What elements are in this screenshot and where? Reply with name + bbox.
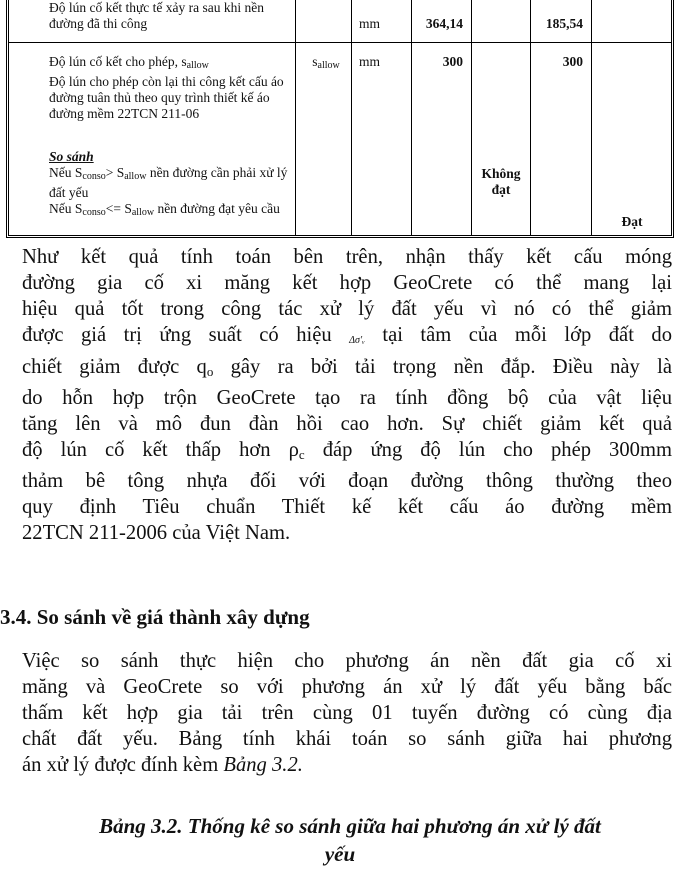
row1-unit: mm bbox=[359, 16, 381, 31]
l5-post: gây ra bởi tải trọng nền đắp. Điều này là bbox=[213, 356, 672, 378]
cond2-post: nền đường đạt yêu cầu bbox=[154, 201, 280, 216]
section-heading: 3.4. So sánh về giá thành xây dựng bbox=[0, 605, 310, 629]
table-caption bbox=[0, 812, 680, 868]
row2-label-sub: allow bbox=[186, 60, 209, 71]
table-col-divider bbox=[295, 0, 296, 235]
cond1-post: nền đường cần phải xử lý đất yếu bbox=[49, 165, 288, 200]
l8-sub: c bbox=[298, 447, 305, 462]
stress-symbol: Δσ'ᵥ bbox=[349, 335, 365, 346]
cond1-pre: Nếu S bbox=[49, 165, 83, 180]
cond1-sub1: conso bbox=[82, 171, 106, 182]
row1-value-b: 185,54 bbox=[545, 16, 583, 31]
l8-post: đáp ứng độ lún cho phép 300mm bbox=[304, 439, 672, 461]
row2-value-b: 300 bbox=[562, 54, 583, 69]
para1-line: thảm bê tông nhựa đối với đoạn đường thông thường theo bbox=[22, 470, 672, 492]
para1-line: hiệu quả tốt trong công tác xử lý đất yếu vì nó có thể giảm bbox=[22, 298, 672, 320]
para1-line: quy định Tiêu chuẩn Thiết kế kết cấu áo đường mềm bbox=[22, 496, 672, 518]
para2-line: chất đất yếu. Bảng tính khái toán so sánh giữa hai phương bbox=[22, 728, 672, 750]
row3-heading: So sánh bbox=[49, 149, 94, 164]
para1-line: đường gia cố xi măng kết hợp GeoCrete có thể mang lại bbox=[22, 272, 672, 294]
table-col-divider bbox=[591, 0, 592, 235]
row2-symbol-s: s bbox=[312, 54, 318, 69]
row2-symbol bbox=[303, 54, 349, 74]
para2-line bbox=[22, 752, 672, 778]
row3-comparison bbox=[49, 149, 293, 221]
row2-label-note: Độ lún cho phép còn lại thi công kết cấu áo đường tuân thủ theo quy trình thiết kế áo đường mềm 22TCN 211-06 bbox=[49, 74, 284, 121]
para2-line: thấm kết hợp gia tải trên cùng 01 tuyến đường có cùng địa bbox=[22, 702, 672, 724]
row2-unit: mm bbox=[359, 54, 381, 69]
table-col-divider bbox=[530, 0, 531, 235]
cond1-mid: > S bbox=[105, 165, 125, 180]
comparison-table-fragment bbox=[6, 0, 674, 238]
table-col-divider bbox=[471, 0, 472, 235]
para1-line bbox=[22, 437, 672, 468]
row2-value-a: 300 bbox=[442, 54, 463, 69]
para1-line: do hỗn hợp trộn GeoCrete tạo ra tính đồng bộ của vật liệu bbox=[22, 387, 672, 409]
l4-post: tại tâm của mỗi lớp đất do bbox=[382, 324, 672, 346]
para1-line bbox=[22, 322, 672, 354]
para2-line: măng và GeoCrete so với phương án xử lý đất yếu bằng bấc bbox=[22, 676, 672, 698]
l5-sub: o bbox=[206, 364, 214, 379]
row3-result-a: Không đạt bbox=[481, 166, 521, 197]
cond2-pre: Nếu S bbox=[49, 201, 83, 216]
l5-pre: chiết giảm được q bbox=[22, 356, 207, 378]
para1-line: 22TCN 211-2006 của Việt Nam. bbox=[22, 522, 291, 544]
row1-label: Độ lún cố kết thực tế xảy ra sau khi nền đường đã thi công bbox=[49, 0, 265, 31]
row3-cond2 bbox=[49, 201, 280, 216]
row3-result-b: Đạt bbox=[621, 214, 643, 229]
row2-label bbox=[49, 54, 293, 122]
table-reference: Bảng 3.2. bbox=[223, 754, 303, 776]
para1-line: Như kết quả tính toán bên trên, nhận thấy kết cấu móng bbox=[22, 246, 672, 268]
cond2-mid: <= S bbox=[105, 201, 132, 216]
comparison-paragraph bbox=[22, 648, 672, 778]
para2-line: Việc so sánh thực hiện cho phương án nền đất gia cố xi bbox=[22, 650, 672, 672]
row3-cond1 bbox=[49, 165, 287, 200]
cond2-sub1: conso bbox=[82, 207, 106, 218]
l8-pre: độ lún cố kết thấp hơn ρ bbox=[22, 439, 299, 461]
caption-line2: yếu bbox=[324, 842, 356, 866]
row1-value-a: 364,14 bbox=[425, 16, 463, 31]
table-row-divider bbox=[9, 42, 671, 43]
para1-line bbox=[22, 354, 672, 385]
analysis-paragraph bbox=[22, 244, 672, 546]
l4-pre: được giá trị ứng suất có hiệu bbox=[22, 324, 332, 346]
row2-label-main: Độ lún cố kết cho phép, s bbox=[49, 54, 187, 69]
l5-pre: án xử lý được đính kèm bbox=[22, 754, 224, 776]
row2-symbol-sub: allow bbox=[317, 60, 340, 71]
cond1-sub2: allow bbox=[124, 171, 147, 182]
para1-line: tăng lên và mô đun đàn hồi cao hơn. Sự chiết giảm kết quả bbox=[22, 413, 672, 435]
table-col-divider bbox=[351, 0, 352, 235]
cond2-sub2: allow bbox=[131, 207, 155, 218]
table-col-divider bbox=[411, 0, 412, 235]
caption-line1: Bảng 3.2. Thống kê so sánh giữa hai phương án xử lý đất bbox=[99, 814, 601, 838]
